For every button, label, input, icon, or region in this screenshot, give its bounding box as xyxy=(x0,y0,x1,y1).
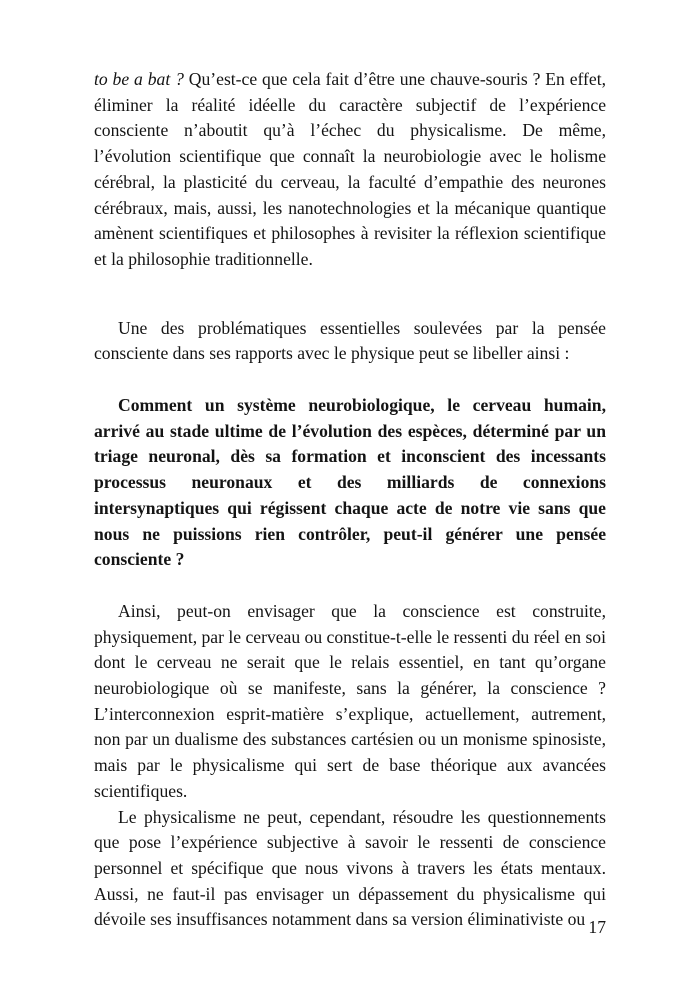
paragraph-continuation xyxy=(94,67,606,273)
page-body xyxy=(94,67,606,933)
page-number: 17 xyxy=(588,917,606,937)
paragraph-physicalism: Le physicalisme ne peut, cependant, résoudre les questionnements que pose l’expérience subjective à savoir le ressenti de conscience personnel et spécifique que nous vivons à travers les états mentaux. Aussi, ne faut-il pas envisager un dépassement du physicalisme qui dévoile ses insuffisances notamment dans sa version éliminativiste ou xyxy=(94,806,606,930)
paragraph-key-question: Comment un système neurobiologique, le cerveau humain, arrivé au stade ultime de l’évolution des espèces, déterminé par un triage neuronal, dès sa formation et inconscient des incessants processus neuronaux et des milliards de connexions intersynaptiques qui régissent chaque acte de notre vie sans que nous ne puissions rien contrôler, peut-il générer une pensée consciente ? xyxy=(94,395,606,570)
paragraph-consciousness: Ainsi, peut-on envisager que la conscience est construite, physiquement, par le cerveau ou constitue-t-elle le ressenti du réel en soi dont le cerveau ne serait que le relais essentiel, en tant qu’organe neurobiologique où se manifeste, sans la générer, la conscience ? L’interconnexion esprit-matière s’explique, actuellement, autrement, non par un dualisme des substances cartésien ou un monisme spinosiste, mais par le physicalisme qui sert de base théorique aux avancées scientifiques. xyxy=(94,600,606,801)
italic-phrase: to be a bat ? xyxy=(94,69,184,89)
paragraph-text: Qu’est-ce que cela fait d’être une chauve-souris ? En effet, éliminer la réalité idéelle du caractère subjectif de l’expérience consciente n’aboutit qu’à l’échec du physicalisme. De même, l’évolution scientifique que connaît la neurobiologie avec le holisme cérébral, la plasticité du cerveau, la faculté d’empathie des neurones cérébraux, mais, aussi, les nanotechnologies et la mécanique quantique amènent scientifiques et philosophes à revisiter la réflexion scientifique et la philosophie traditionnelle. xyxy=(94,69,606,269)
paragraph-problematic-intro: Une des problématiques essentielles soulevées par la pensée consciente dans ses rapports avec le physique peut se libeller ainsi : xyxy=(94,317,606,364)
